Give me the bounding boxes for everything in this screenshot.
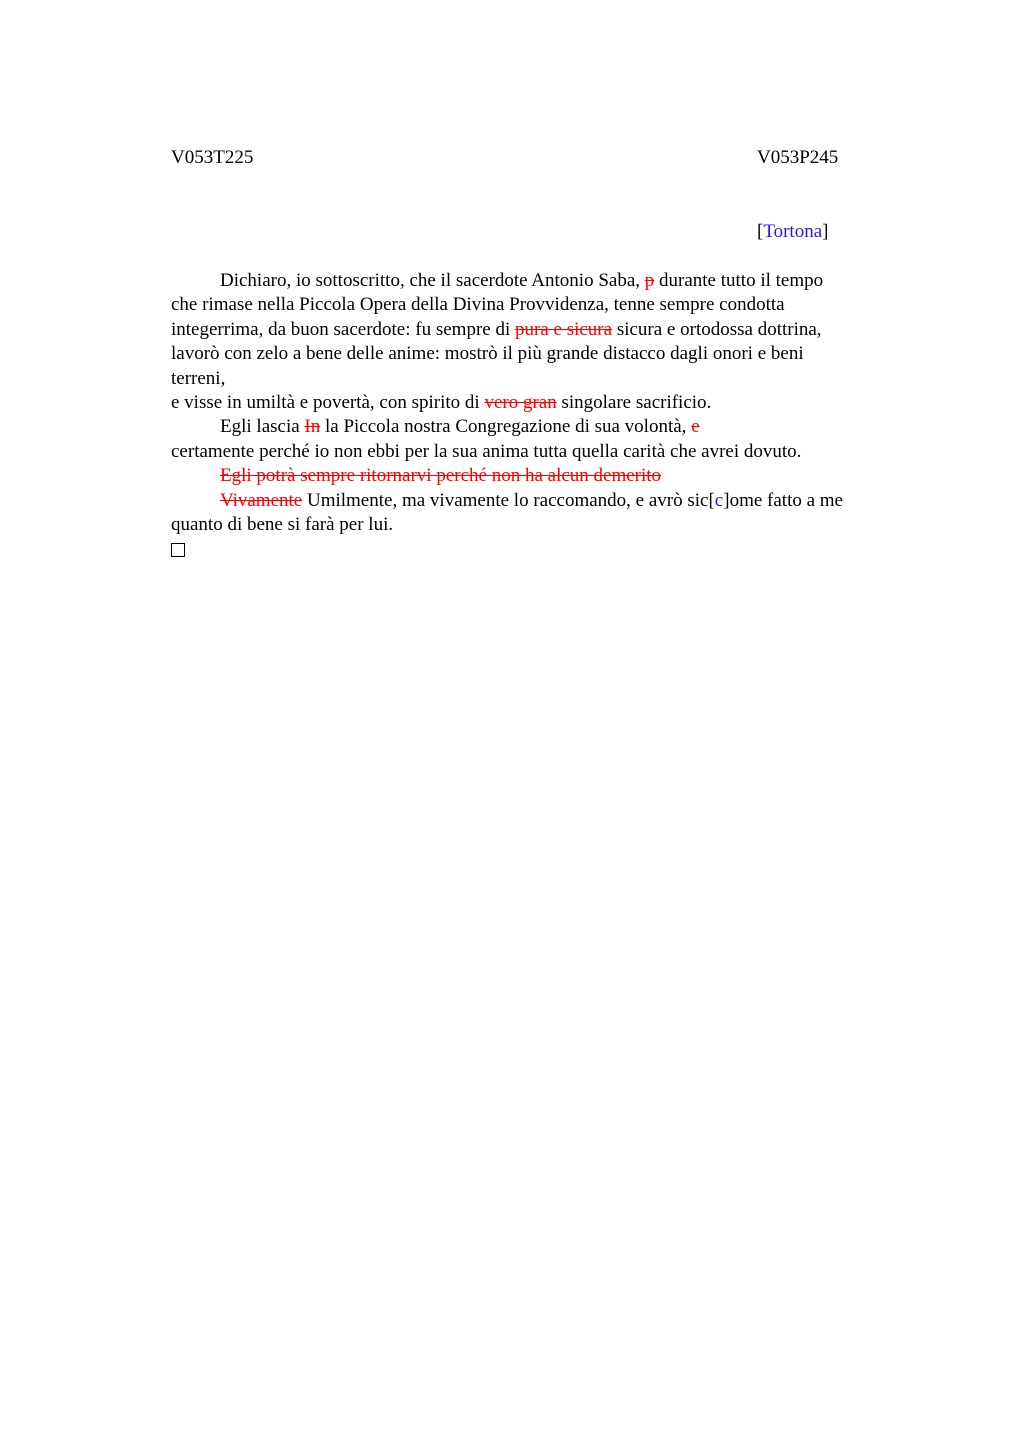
text-line: certamente perché io non ebbi per la sua anima tutta quella carità che avrei dovuto.	[171, 440, 802, 462]
document-code-right: V053P245	[757, 147, 839, 168]
text-line	[171, 269, 911, 293]
text-line	[171, 318, 911, 342]
text-line	[171, 464, 911, 488]
text-span: Egli lascia	[220, 416, 305, 438]
deleted-text: pura e sicura	[515, 318, 613, 340]
bracket-close: ]	[822, 221, 829, 242]
text-span: ome fatto a me	[729, 489, 843, 511]
deleted-text: Vivamente	[220, 489, 303, 511]
bracket-open: [	[757, 221, 764, 242]
letter-body	[171, 269, 911, 565]
square-box-icon	[171, 543, 185, 557]
text-span: durante tutto il tempo	[654, 270, 824, 291]
text-line: che rimase nella Piccola Opera della Divina Provvidenza, tenne sempre condotta	[171, 294, 785, 316]
bracket-open: [	[708, 489, 715, 511]
document-code-left: V053T225	[171, 147, 254, 168]
place-line	[757, 220, 828, 244]
text-span: sicura e ortodossa dottrina,	[612, 318, 822, 340]
text-line: terreni,	[171, 367, 226, 389]
deleted-text: vero gran	[484, 392, 557, 414]
text-span: e visse in umiltà e povertà, con spirito di	[171, 392, 485, 414]
text-span: Umilmente, ma vivamente lo raccomando, e avrò sic	[302, 489, 709, 511]
deleted-text: In	[304, 416, 321, 438]
text-line	[171, 415, 911, 439]
text-span: integerrima, da buon sacerdote: fu sempre di	[171, 318, 515, 340]
text-line	[171, 391, 911, 415]
deleted-text: Egli potrà sempre ritornarvi perché non ha alcun demerito	[220, 465, 662, 487]
editorial-insertion: c	[714, 489, 724, 511]
text-span: singolare sacrificio.	[556, 392, 712, 414]
place-name: Tortona	[763, 221, 823, 242]
text-line: lavorò con zelo a bene delle anime: mostrò il più grande distacco dagli onori e beni	[171, 343, 804, 365]
text-line	[171, 537, 911, 564]
text-span: la Piccola nostra Congregazione di sua volontà,	[320, 416, 692, 438]
deleted-text: p	[644, 270, 655, 291]
bracket-close: ]	[723, 489, 730, 511]
text-span: Dichiaro, io sottoscritto, che il sacerdote Antonio Saba,	[220, 270, 645, 291]
deleted-text: e	[691, 416, 700, 438]
text-line: quanto di bene si farà per lui.	[171, 514, 394, 536]
text-line	[171, 489, 911, 513]
